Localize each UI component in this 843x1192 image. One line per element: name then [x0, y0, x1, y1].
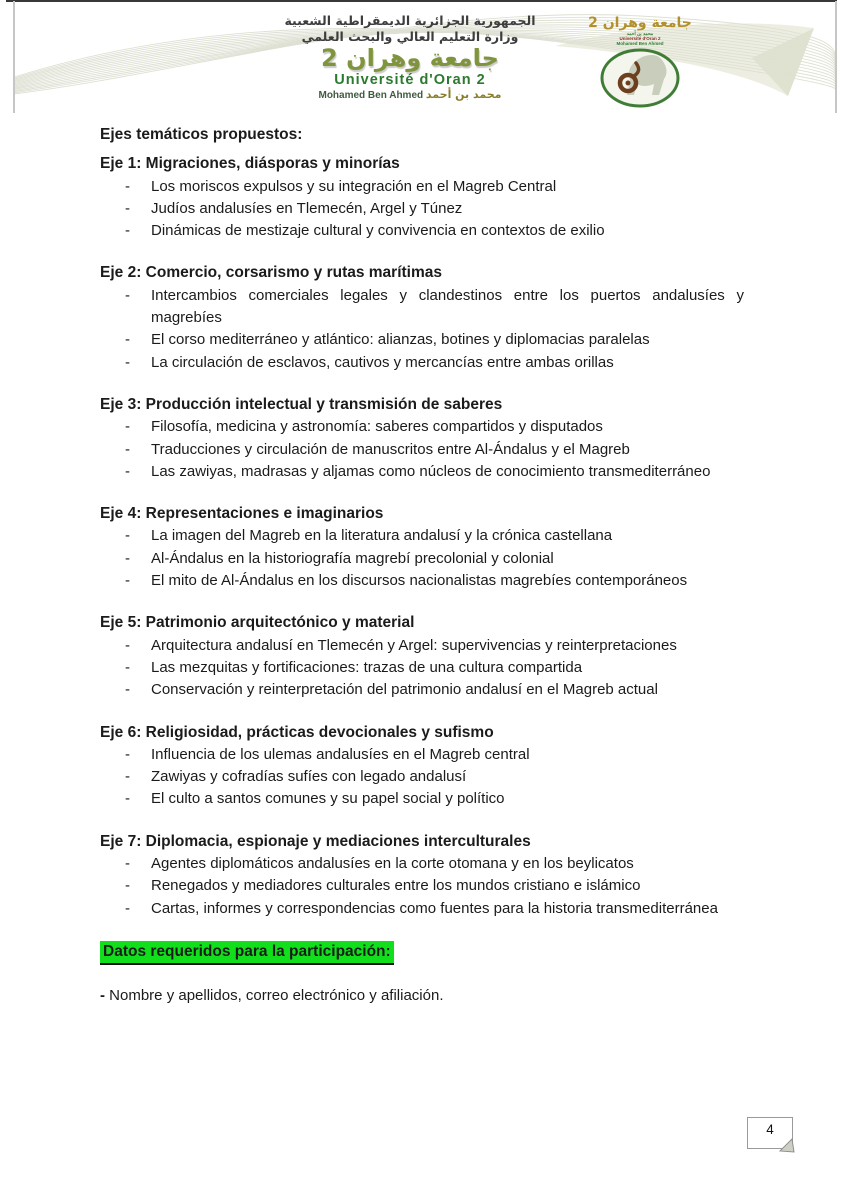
bullet-dash: -: [125, 177, 130, 195]
logo-sub-latin: Mohamed Ben Ahmed: [616, 40, 664, 46]
bullet-dash: -: [125, 681, 130, 699]
list-item: [100, 285, 744, 330]
page-fold-icon: [779, 1138, 796, 1154]
required-data-heading: [100, 941, 744, 965]
list-item-text: Cartas, informes y correspondencias como fuentes para la historia transmediterránea: [151, 899, 718, 917]
axis-title: Eje 4: Representaciones e imaginarios: [100, 505, 384, 523]
list-item: [100, 220, 744, 242]
republic-name-arabic: الجمهورية الجزائرية الديمقراطية الشعبية: [284, 13, 536, 28]
list-item-text: Los moriscos expulsos y su integración en el Magreb Central: [151, 177, 557, 195]
page-header: [0, 0, 843, 118]
bullet-dash: -: [125, 418, 130, 436]
list-item-text: Agentes diplomáticos andalusíes en la corte otomana y en los beylicatos: [151, 855, 634, 873]
bullet-dash: -: [125, 549, 130, 567]
university-name-french: Université d'Oran 2: [334, 71, 486, 88]
list-item: [100, 744, 744, 766]
list-item-text: El mito de Al-Ándalus en los discursos nacionalistas magrebíes contemporáneos: [151, 572, 688, 590]
list-item-text: Filosofía, medicina y astronomía: saberes compartidos y disputados: [151, 418, 603, 436]
axis-items: [100, 176, 744, 243]
list-item: [100, 548, 744, 570]
list-item-text: El culto a santos comunes y su papel social y político: [151, 790, 505, 808]
header-left-rule: [13, 1, 15, 113]
highlighted-text: Datos requeridos para la participación:: [100, 941, 394, 965]
list-item: [100, 329, 744, 351]
list-item-text: Las mezquitas y fortificaciones: trazas de una cultura compartida: [151, 658, 583, 676]
list-item-text: La imagen del Magreb en la literatura andalusí y la crónica castellana: [151, 527, 613, 545]
bullet-dash: -: [125, 222, 130, 240]
list-item: [100, 352, 744, 374]
list-item-text: El corso mediterráneo y atlántico: alianzas, botines y diplomacias paralelas: [151, 331, 650, 349]
list-item: [100, 766, 744, 788]
bullet-dash: -: [125, 899, 130, 917]
axis-title: Eje 5: Patrimonio arquitectónico y material: [100, 614, 415, 632]
list-item: [100, 853, 744, 875]
thematic-axis-section: [100, 612, 744, 701]
thematic-axis-section: [100, 394, 744, 483]
university-name-arabic: جامعة وهران 2: [321, 44, 499, 73]
document-body: [100, 124, 744, 1008]
logo-subtitle-lines: [583, 31, 697, 46]
axis-items: [100, 635, 744, 702]
thematic-axis-section: [100, 722, 744, 811]
bullet-dash: -: [125, 877, 130, 895]
list-item-text: Las zawiyas, madrasas y aljamas como núcleos de conocimiento transmediterráneo: [151, 462, 711, 480]
list-item: [100, 570, 744, 592]
bullet-dash: -: [125, 527, 130, 545]
axis-title: Eje 3: Producción intelectual y transmisión de saberes: [100, 395, 503, 413]
logo-title-arabic: جامعة وهران 2: [588, 15, 692, 31]
bullet-dash: -: [125, 768, 130, 786]
bullet-dash: -: [125, 790, 130, 808]
bullet-dash: -: [125, 572, 130, 590]
bullet-dash: -: [125, 286, 130, 304]
requirements-dash: -: [100, 987, 105, 1005]
page-number-box: [747, 1117, 793, 1149]
thematic-axes-list: [100, 153, 744, 920]
header-right-rule: [835, 1, 837, 113]
lion-emblem-icon: [598, 47, 682, 109]
bullet-dash: -: [125, 745, 130, 763]
list-item-text: Al-Ándalus en la historiografía magrebí precolonial y colonial: [151, 549, 554, 567]
axis-title: Eje 7: Diplomacia, espionaje y mediaciones interculturales: [100, 832, 531, 850]
list-item: [100, 657, 744, 679]
list-item: [100, 898, 744, 920]
founder-name-arabic: محمد بن أحمد: [425, 88, 502, 102]
axis-items: [100, 744, 744, 811]
logo-sub-arabic: محمد بن أحمد: [626, 30, 654, 36]
university-logo: [583, 16, 697, 114]
header-top-rule: [6, 0, 837, 2]
institution-header-block: [250, 13, 570, 102]
list-item: [100, 461, 744, 483]
logo-sub-french: Université d'Oran 2: [619, 35, 661, 41]
bullet-dash: -: [125, 331, 130, 349]
list-item: [100, 679, 744, 701]
axis-title: Eje 1: Migraciones, diásporas y minorías: [100, 155, 400, 173]
university-founder-line: [250, 88, 570, 102]
bullet-dash: -: [125, 855, 130, 873]
thematic-axis-section: [100, 503, 744, 592]
list-item-text: Renegados y mediadores culturales entre los mundos cristiano e islámico: [151, 877, 641, 895]
bullet-dash: -: [125, 462, 130, 480]
thematic-axis-section: [100, 831, 744, 920]
list-item: [100, 416, 744, 438]
list-item-text: Arquitectura andalusí en Tlemecén y Argel: supervivencias y reinterpretaciones: [151, 636, 677, 654]
list-item-text: Traducciones y circulación de manuscritos entre Al-Ándalus y el Magreb: [151, 440, 630, 458]
list-item-text: Judíos andalusíes en Tlemecén, Argel y Túnez: [151, 199, 463, 217]
list-item: [100, 439, 744, 461]
list-item-text: La circulación de esclavos, cautivos y mercancías entre ambas orillas: [151, 353, 614, 371]
bullet-dash: -: [125, 353, 130, 371]
monogram-dot: [626, 80, 631, 85]
axis-items: [100, 853, 744, 920]
list-item-text: Influencia de los ulemas andalusíes en el Magreb central: [151, 745, 530, 763]
list-item: [100, 198, 744, 220]
ministry-name-arabic: وزارة التعليم العالي والبحث العلمي: [301, 28, 519, 44]
list-item: [100, 635, 744, 657]
bullet-dash: -: [125, 199, 130, 217]
list-item-text: Conservación y reinterpretación del patrimonio andalusí en el Magreb actual: [151, 681, 658, 699]
list-item-text: Zawiyas y cofradías sufíes con legado andalusí: [151, 768, 467, 786]
list-item-text: Intercambios comerciales legales y clandestinos entre los puertos andalusíes y magrebíes: [151, 286, 744, 327]
list-item-text: Dinámicas de mestizaje cultural y convivencia en contextos de exilio: [151, 222, 605, 240]
thematic-axis-section: [100, 262, 744, 373]
list-item: [100, 176, 744, 198]
page-number: 4: [766, 1122, 774, 1137]
axis-title: Eje 2: Comercio, corsarismo y rutas marítimas: [100, 264, 443, 282]
founder-name-latin: Mohamed Ben Ahmed: [318, 90, 424, 102]
thematic-axes-heading: Ejes temáticos propuestos:: [100, 126, 303, 143]
list-item: [100, 875, 744, 897]
requirements-text: Nombre y apellidos, correo electrónico y afiliación.: [109, 987, 444, 1005]
axis-items: [100, 416, 744, 483]
list-item: [100, 525, 744, 547]
axis-items: [100, 525, 744, 592]
requirements-line: [100, 985, 744, 1007]
bullet-dash: -: [125, 658, 130, 676]
list-item: [100, 788, 744, 810]
thematic-axis-section: [100, 153, 744, 242]
axis-items: [100, 285, 744, 374]
axis-title: Eje 6: Religiosidad, prácticas devocionales y sufismo: [100, 723, 494, 741]
bullet-dash: -: [125, 636, 130, 654]
bullet-dash: -: [125, 440, 130, 458]
